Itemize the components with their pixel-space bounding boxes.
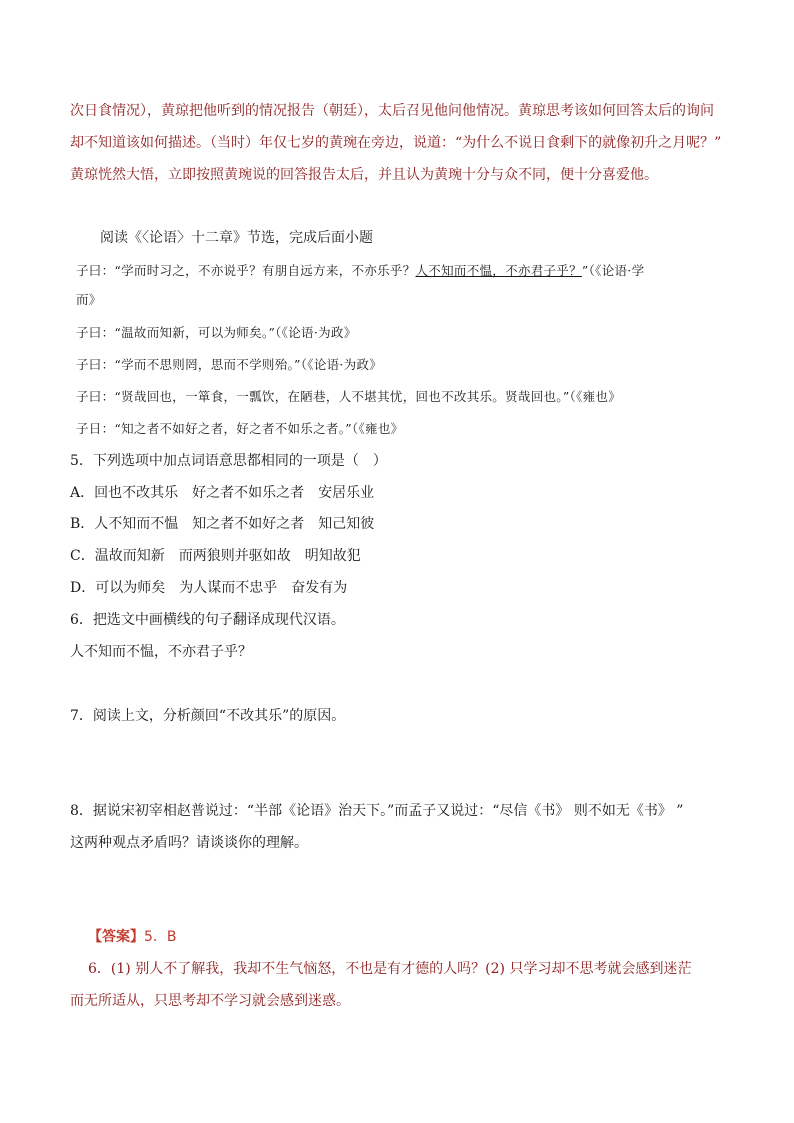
question-6-stem: 6．把选文中画横线的句子翻译成现代汉语。 (70, 612, 345, 628)
answer-tag: 【答案】 (88, 929, 144, 945)
quote-1-pre: 子曰：“学而时习之，不亦说乎？有朋自远方来，不亦乐乎？ (76, 263, 416, 278)
answer-q5: 5．B (144, 929, 177, 945)
quote-1 (76, 261, 644, 281)
quote-1-underlined: 人不知而不愠，不亦君子乎？ (415, 263, 582, 278)
quote-3: 子曰：“学而不思则罔，思而不学则殆。”（《论语·为政》 (76, 357, 383, 372)
answer-q6-line-2: 而无所适从，只思考却不学习就会感到迷惑。 (70, 993, 350, 1009)
reading-instruction: 阅读《〈论语〉十二章》节选，完成后面小题 (100, 230, 373, 246)
question-8-line-1: 8．据说宋初宰相赵普说过：“半部《论语》治天下。”而孟子又说过：“尽信《书》 则不如无《书》 ” (70, 803, 684, 819)
quote-1-post: ”（《论语·学 (581, 263, 645, 278)
answer-header (88, 927, 177, 947)
answer-q6-line-1: 6．(1) 别人不了解我，我却不生气恼怒，不也是有才德的人吗？(2) 只学习却不思考就会感到迷茫 (88, 961, 692, 977)
question-5-option-b: B．人不知而不愠 知之者不如好之者 知己知彼 (70, 516, 375, 532)
question-6-sentence: 人不知而不愠，不亦君子乎？ (70, 644, 252, 660)
quote-2: 子曰：“温故而知新，可以为师矣。”（《论语·为政》 (76, 325, 357, 340)
translation-line-2: 却不知道该如何描述。（当时）年仅七岁的黄琬在旁边，说道：“为什么不说日食剩下的就像初升之月呢？” (70, 135, 722, 151)
question-5-option-a: A．回也不改其乐 好之者不如乐之者 安居乐业 (70, 485, 375, 501)
translation-line-3: 黄琼恍然大悟，立即按照黄琬说的回答报告太后，并且认为黄琬十分与众不同，便十分喜爱他。 (70, 167, 658, 183)
quote-5: 子日：“知之者不如好之者，好之者不如乐之者。”（《雍也》 (76, 421, 404, 436)
question-5-option-c: C．温故而知新 而两狼则并驱如故 明知故犯 (70, 548, 361, 564)
question-5-stem: 5．下列选项中加点词语意思都相同的一项是（ ） (70, 453, 387, 469)
quote-4: 子曰：“贤哉回也，一箪食，一瓢饮，在陋巷，人不堪其忧，回也不改其乐。贤哉回也。”（《雍也》 (76, 389, 622, 404)
question-7-stem: 7．阅读上文，分析颜回“不改其乐”的原因。 (70, 708, 346, 724)
quote-1-continued: 而》 (76, 292, 102, 307)
question-8-line-2: 这两种观点矛盾吗？请谈谈你的理解。 (70, 835, 308, 851)
translation-line-1: 次日食情况），黄琼把他听到的情况报告（朝廷），太后召见他问他情况。黄琼思考该如何回答太后的询问 (70, 103, 714, 119)
question-5-option-d: D．可以为师矣 为人谋而不忠乎 奋发有为 (70, 580, 348, 596)
